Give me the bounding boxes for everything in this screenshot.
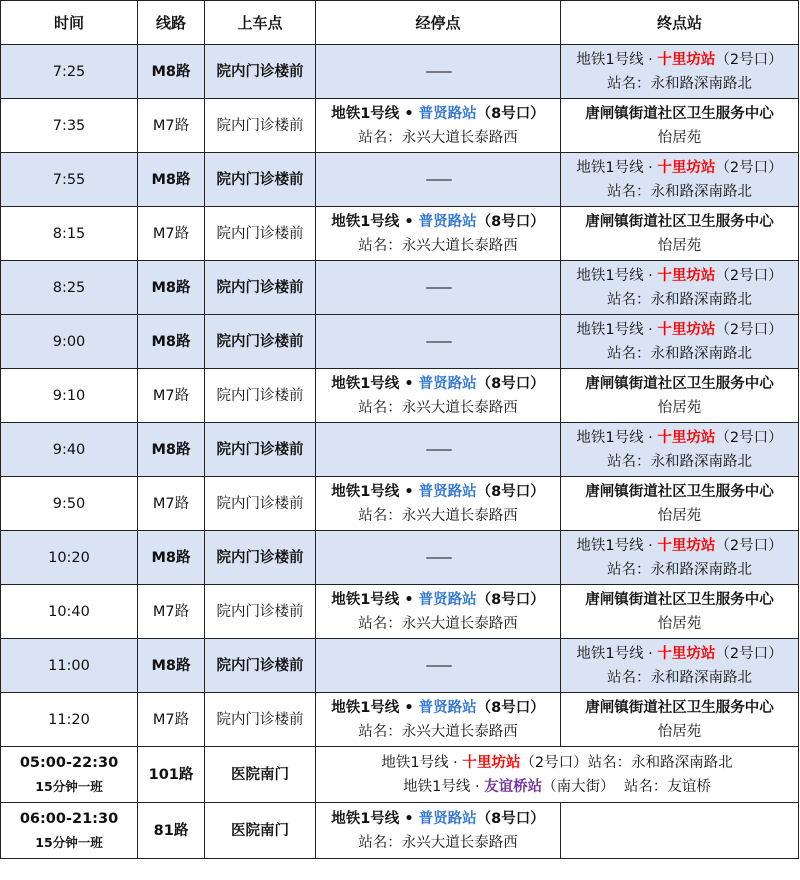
terminal-cell: 唐闸镇街道社区卫生服务中心 怡居苑 xyxy=(561,693,799,747)
frequency: 15分钟一班 xyxy=(35,778,103,794)
route-cell: M8路 xyxy=(138,45,205,99)
stops-cell: —— xyxy=(316,423,561,477)
stops-cell: 地铁1号线 • 普贤路站（8号口） 站名：永兴大道长泰路西 xyxy=(316,585,561,639)
table-row xyxy=(1,477,799,531)
stops-cell: —— xyxy=(316,45,561,99)
time-range: 05:00-22:30 xyxy=(19,754,119,771)
route-cell: M7路 xyxy=(138,693,205,747)
station-name: 普贤路站 xyxy=(418,699,477,716)
time-cell: 9:40 xyxy=(1,423,138,477)
route-cell: M7路 xyxy=(138,477,205,531)
boarding-cell: 院内门诊楼前 xyxy=(205,261,316,315)
table-row xyxy=(1,531,799,585)
stops-cell: 地铁1号线 • 普贤路站（8号口） 站名：永兴大道长泰路西 xyxy=(316,207,561,261)
stops-cell: —— xyxy=(316,639,561,693)
route-cell: M8路 xyxy=(138,531,205,585)
boarding-cell: 院内门诊楼前 xyxy=(205,693,316,747)
boarding-cell: 医院南门 xyxy=(205,803,316,859)
route-cell: M8路 xyxy=(138,261,205,315)
table-row xyxy=(1,99,799,153)
time-cell: 7:25 xyxy=(1,45,138,99)
time-cell: 8:25 xyxy=(1,261,138,315)
station-name: 十里坊站 xyxy=(657,51,716,68)
station-name: 普贤路站 xyxy=(418,213,477,230)
terminal-cell: 唐闸镇街道社区卫生服务中心 怡居苑 xyxy=(561,369,799,423)
station-name: 十里坊站 xyxy=(462,754,521,771)
table-row xyxy=(1,639,799,693)
header-time: 时间 xyxy=(1,1,138,45)
route-cell: 81路 xyxy=(138,803,205,859)
table-row xyxy=(1,207,799,261)
boarding-cell: 院内门诊楼前 xyxy=(205,99,316,153)
boarding-cell: 院内门诊楼前 xyxy=(205,639,316,693)
time-cell: 9:50 xyxy=(1,477,138,531)
route-line-2: 地铁1号线 · 友谊桥站（南大街） 站名：友谊桥 xyxy=(403,778,711,795)
schedule-body xyxy=(1,45,799,859)
time-cell: 11:20 xyxy=(1,693,138,747)
time-cell: 8:15 xyxy=(1,207,138,261)
time-range: 06:00-21:30 xyxy=(19,810,119,827)
boarding-cell: 院内门诊楼前 xyxy=(205,369,316,423)
stops-cell: 地铁1号线 • 普贤路站（8号口） 站名：永兴大道长泰路西 xyxy=(316,693,561,747)
header-stops: 经停点 xyxy=(316,1,561,45)
time-cell: 7:55 xyxy=(1,153,138,207)
station-name: 十里坊站 xyxy=(657,267,716,284)
route-cell: M7路 xyxy=(138,369,205,423)
route-cell: M8路 xyxy=(138,153,205,207)
frequency: 15分钟一班 xyxy=(35,834,103,850)
table-row-101 xyxy=(1,747,799,803)
stops-terminal-cell xyxy=(316,747,799,803)
stops-cell: 地铁1号线 • 普贤路站（8号口） 站名：永兴大道长泰路西 xyxy=(316,369,561,423)
station-name: 普贤路站 xyxy=(418,591,477,608)
boarding-cell: 院内门诊楼前 xyxy=(205,477,316,531)
terminal-cell: 地铁1号线 · 十里坊站（2号口） 站名：永和路深南路北 xyxy=(561,45,799,99)
route-cell: M7路 xyxy=(138,99,205,153)
terminal-cell: 唐闸镇街道社区卫生服务中心 怡居苑 xyxy=(561,99,799,153)
header-boarding-point: 上车点 xyxy=(205,1,316,45)
table-row xyxy=(1,693,799,747)
station-name: 普贤路站 xyxy=(418,810,477,827)
terminal-cell: 地铁1号线 · 十里坊站（2号口） 站名：永和路深南路北 xyxy=(561,153,799,207)
terminal-cell-empty xyxy=(561,803,799,859)
station-name: 十里坊站 xyxy=(657,321,716,338)
route-cell: 101路 xyxy=(138,747,205,803)
boarding-cell: 院内门诊楼前 xyxy=(205,315,316,369)
header-row xyxy=(1,1,799,45)
station-name: 普贤路站 xyxy=(418,105,477,122)
terminal-cell: 地铁1号线 · 十里坊站（2号口） 站名：永和路深南路北 xyxy=(561,261,799,315)
terminal-cell: 唐闸镇街道社区卫生服务中心 怡居苑 xyxy=(561,207,799,261)
boarding-cell: 医院南门 xyxy=(205,747,316,803)
table-row xyxy=(1,261,799,315)
terminal-cell: 地铁1号线 · 十里坊站（2号口） 站名：永和路深南路北 xyxy=(561,639,799,693)
table-row-81 xyxy=(1,803,799,859)
route-cell: M7路 xyxy=(138,207,205,261)
boarding-cell: 院内门诊楼前 xyxy=(205,585,316,639)
header-route: 线路 xyxy=(138,1,205,45)
station-name: 十里坊站 xyxy=(657,645,716,662)
terminal-cell: 地铁1号线 · 十里坊站（2号口） 站名：永和路深南路北 xyxy=(561,423,799,477)
boarding-cell: 院内门诊楼前 xyxy=(205,153,316,207)
time-cell: 11:00 xyxy=(1,639,138,693)
time-cell: 10:20 xyxy=(1,531,138,585)
time-cell: 9:10 xyxy=(1,369,138,423)
time-cell xyxy=(1,747,138,803)
route-cell: M8路 xyxy=(138,639,205,693)
stops-cell: —— xyxy=(316,153,561,207)
terminal-cell: 地铁1号线 · 十里坊站（2号口） 站名：永和路深南路北 xyxy=(561,531,799,585)
table-row xyxy=(1,45,799,99)
terminal-cell: 地铁1号线 · 十里坊站（2号口） 站名：永和路深南路北 xyxy=(561,315,799,369)
station-name: 普贤路站 xyxy=(418,483,477,500)
route-line-1: 地铁1号线 · 十里坊站（2号口）站名：永和路深南路北 xyxy=(381,754,733,771)
table-row xyxy=(1,585,799,639)
stops-cell: 地铁1号线 • 普贤路站（8号口） 站名：永兴大道长泰路西 xyxy=(316,803,561,859)
station-name: 十里坊站 xyxy=(657,429,716,446)
station-name: 普贤路站 xyxy=(418,375,477,392)
station-name: 友谊桥站 xyxy=(484,778,543,795)
route-cell: M8路 xyxy=(138,423,205,477)
stops-cell: —— xyxy=(316,531,561,585)
stops-cell: —— xyxy=(316,315,561,369)
station-name: 十里坊站 xyxy=(657,537,716,554)
time-cell xyxy=(1,803,138,859)
station-name: 十里坊站 xyxy=(657,159,716,176)
time-cell: 7:35 xyxy=(1,99,138,153)
boarding-cell: 院内门诊楼前 xyxy=(205,45,316,99)
stops-cell: —— xyxy=(316,261,561,315)
boarding-cell: 院内门诊楼前 xyxy=(205,207,316,261)
boarding-cell: 院内门诊楼前 xyxy=(205,531,316,585)
table-row xyxy=(1,423,799,477)
terminal-cell: 唐闸镇街道社区卫生服务中心 怡居苑 xyxy=(561,477,799,531)
route-cell: M8路 xyxy=(138,315,205,369)
header-terminal: 终点站 xyxy=(561,1,799,45)
stops-cell: 地铁1号线 • 普贤路站（8号口） 站名：永兴大道长泰路西 xyxy=(316,99,561,153)
stops-cell: 地铁1号线 • 普贤路站（8号口） 站名：永兴大道长泰路西 xyxy=(316,477,561,531)
table-row xyxy=(1,369,799,423)
route-cell: M7路 xyxy=(138,585,205,639)
table-row xyxy=(1,153,799,207)
boarding-cell: 院内门诊楼前 xyxy=(205,423,316,477)
terminal-cell: 唐闸镇街道社区卫生服务中心 怡居苑 xyxy=(561,585,799,639)
time-cell: 9:00 xyxy=(1,315,138,369)
time-cell: 10:40 xyxy=(1,585,138,639)
table-row xyxy=(1,315,799,369)
